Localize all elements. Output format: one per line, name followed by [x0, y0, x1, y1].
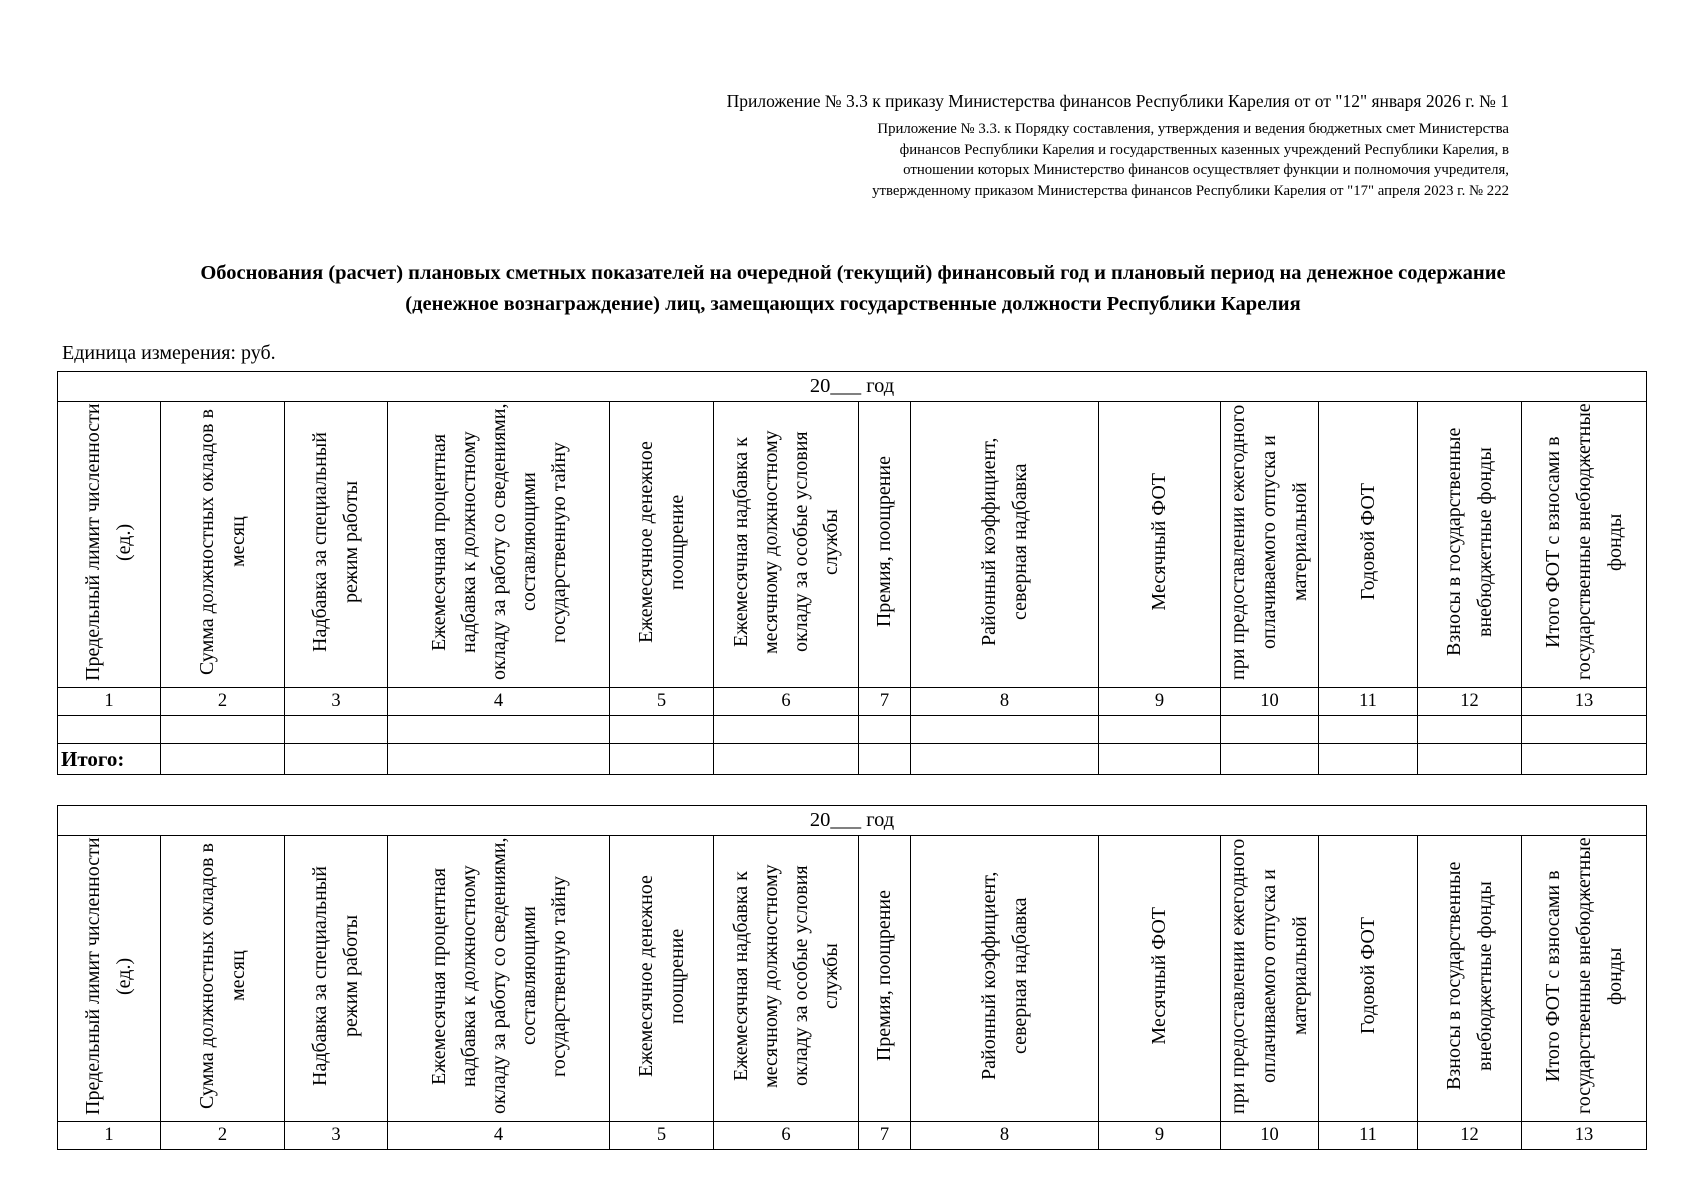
- column-header-row: [58, 402, 1647, 688]
- total-cell[interactable]: [911, 744, 1099, 775]
- column-number: 8: [911, 1122, 1099, 1150]
- column-header: [1099, 836, 1221, 1122]
- appendix-line: Приложение № 3.3 к приказу Министерства финансов Республики Карелия от от "12" января 2026 г. № 1: [726, 91, 1509, 111]
- total-cell[interactable]: [1221, 744, 1319, 775]
- column-header-label: Годовой ФОТ: [1356, 482, 1379, 601]
- data-row: [58, 716, 1647, 744]
- data-cell[interactable]: [1319, 716, 1418, 744]
- column-header-label: Месячный ФОТ: [1148, 472, 1170, 611]
- column-header: [859, 402, 911, 688]
- column-header: [911, 402, 1099, 688]
- column-header-label: Районный коэффициент, северная надбавка: [977, 437, 1031, 646]
- total-cell[interactable]: [714, 744, 859, 775]
- calc-table-1: [57, 371, 1647, 775]
- column-header-label: Надбавка за специальный режим работы: [309, 865, 362, 1086]
- column-header: [1319, 402, 1418, 688]
- total-cell[interactable]: [1319, 744, 1418, 775]
- column-number: 7: [859, 1122, 911, 1150]
- column-header: [58, 836, 161, 1122]
- document-title: [60, 258, 1646, 320]
- column-number: 4: [388, 688, 610, 716]
- column-number: 9: [1099, 688, 1221, 716]
- column-header-label: Ежемесячная процентная надбавка к должностному окладу за работу со сведениями, составляющими государственную тайну: [427, 403, 570, 680]
- column-header: [285, 402, 388, 688]
- title-line: (денежное вознаграждение) лиц, замещающих государственные должности Республики Карелия: [405, 293, 1301, 315]
- column-header: [388, 402, 610, 688]
- column-number: 12: [1418, 1122, 1522, 1150]
- column-number: 8: [911, 688, 1099, 716]
- year-cell: 20___ год: [58, 372, 1647, 402]
- procedure-line: утвержденному приказом Министерства финансов Республики Карелия от "17" апреля 2023 г. № 222: [872, 182, 1509, 199]
- column-header: [58, 402, 161, 688]
- data-cell[interactable]: [161, 716, 285, 744]
- year-row: [58, 806, 1647, 836]
- column-header-label: Взносы в государственные внебюджетные фонды: [1442, 427, 1496, 656]
- column-header-label: Итого ФОТ с взносами в государственные внебюджетные фонды: [1541, 837, 1626, 1114]
- data-cell[interactable]: [1221, 716, 1319, 744]
- column-number: 11: [1319, 688, 1418, 716]
- column-header-label: Надбавка за специальный режим работы: [309, 431, 362, 652]
- data-cell[interactable]: [911, 716, 1099, 744]
- column-number: 13: [1522, 688, 1647, 716]
- data-cell[interactable]: [714, 716, 859, 744]
- column-header-label: Итого ФОТ с взносами в государственные внебюджетные фонды: [1541, 403, 1626, 680]
- column-header-label: Премия, поощрение: [873, 455, 895, 628]
- column-number: 10: [1221, 688, 1319, 716]
- column-header-label: Ежемесячное денежное поощрение: [634, 874, 688, 1077]
- column-header-label: Взносы в государственные внебюджетные фонды: [1442, 861, 1496, 1090]
- column-header-label: Предельный лимит численности (ед.): [82, 402, 135, 681]
- column-number: 3: [285, 1122, 388, 1150]
- total-cell[interactable]: [388, 744, 610, 775]
- column-header: [911, 836, 1099, 1122]
- procedure-line: отношении которых Министерство финансов осуществляет функции и полномочия учредителя,: [903, 162, 1509, 178]
- column-number: 12: [1418, 688, 1522, 716]
- data-cell[interactable]: [1522, 716, 1647, 744]
- column-header-label: Годовой ФОТ: [1356, 916, 1379, 1035]
- unit-label: Единица измерения: руб.: [62, 342, 276, 364]
- column-number: 6: [714, 1122, 859, 1150]
- column-header: [714, 402, 859, 688]
- column-header-label: Сумма должностных окладов в месяц: [195, 842, 249, 1109]
- data-cell[interactable]: [1418, 716, 1522, 744]
- column-header: [161, 836, 285, 1122]
- column-number: 7: [859, 688, 911, 716]
- column-header-row: [58, 836, 1647, 1122]
- calc-table-2: [57, 805, 1647, 1150]
- total-cell[interactable]: [1522, 744, 1647, 775]
- column-header: [388, 836, 610, 1122]
- column-number-row: [58, 688, 1647, 716]
- data-cell[interactable]: [285, 716, 388, 744]
- column-header: [1522, 836, 1647, 1122]
- procedure-line: Приложение № 3.3. к Порядку составления, утверждения и ведения бюджетных смет Министерства: [877, 121, 1509, 137]
- column-number: 2: [161, 1122, 285, 1150]
- column-header: [1221, 402, 1319, 688]
- column-header: [859, 836, 911, 1122]
- column-header: [610, 836, 714, 1122]
- column-number: 4: [388, 1122, 610, 1150]
- year-cell: 20___ год: [58, 806, 1647, 836]
- column-number: 10: [1221, 1122, 1319, 1150]
- total-cell[interactable]: [859, 744, 911, 775]
- total-cell[interactable]: [610, 744, 714, 775]
- column-header-label: Предельный лимит численности (ед.): [82, 836, 135, 1115]
- column-number: 11: [1319, 1122, 1418, 1150]
- total-label: Итого:: [58, 744, 161, 775]
- procedure-line: финансов Республики Карелия и государственных казенных учреждений Республики Карелия, в: [899, 141, 1509, 158]
- column-header-label: Ежемесячная надбавка к месячному должностному окладу за особые условия службы: [730, 863, 842, 1088]
- column-header-label: Районный коэффициент, северная надбавка: [977, 871, 1031, 1080]
- procedure-reference: [689, 119, 1509, 201]
- total-cell[interactable]: [1099, 744, 1221, 775]
- column-number: 9: [1099, 1122, 1221, 1150]
- data-cell[interactable]: [58, 716, 161, 744]
- column-number: 2: [161, 688, 285, 716]
- total-cell[interactable]: [285, 744, 388, 775]
- column-header-label: при предоставлении ежегодного оплачиваемого отпуска и материальной: [1227, 403, 1311, 680]
- column-header: [1099, 402, 1221, 688]
- column-header-label: Сумма должностных окладов в месяц: [195, 408, 249, 675]
- data-cell[interactable]: [388, 716, 610, 744]
- column-header: [714, 836, 859, 1122]
- column-number: 1: [58, 1122, 161, 1150]
- column-number: 5: [610, 1122, 714, 1150]
- column-header: [285, 836, 388, 1122]
- column-header-label: Ежемесячное денежное поощрение: [634, 440, 688, 643]
- column-header: [1418, 402, 1522, 688]
- column-header-label: Ежемесячная надбавка к месячному должностному окладу за особые условия службы: [730, 429, 842, 654]
- column-header-label: Месячный ФОТ: [1148, 906, 1170, 1045]
- column-header-label: Ежемесячная процентная надбавка к должностному окладу за работу со сведениями, составляющими государственную тайну: [427, 837, 570, 1114]
- column-header: [1319, 836, 1418, 1122]
- data-cell[interactable]: [859, 716, 911, 744]
- column-number-row: [58, 1122, 1647, 1150]
- title-line: Обоснования (расчет) плановых сметных показателей на очередной (текущий) финансовый год и плановый период на денежное содержание: [200, 262, 1506, 284]
- column-number: 1: [58, 688, 161, 716]
- data-cell[interactable]: [610, 716, 714, 744]
- column-number: 6: [714, 688, 859, 716]
- column-number: 13: [1522, 1122, 1647, 1150]
- total-cell[interactable]: [1418, 744, 1522, 775]
- column-number: 3: [285, 688, 388, 716]
- data-cell[interactable]: [1099, 716, 1221, 744]
- total-cell[interactable]: [161, 744, 285, 775]
- column-header: [1418, 836, 1522, 1122]
- column-header-label: при предоставлении ежегодного оплачиваемого отпуска и материальной: [1227, 837, 1311, 1114]
- column-number: 5: [610, 688, 714, 716]
- column-header-label: Премия, поощрение: [873, 889, 895, 1062]
- column-header: [161, 402, 285, 688]
- total-row: [58, 744, 1647, 775]
- column-header: [1522, 402, 1647, 688]
- year-row: [58, 372, 1647, 402]
- column-header: [1221, 836, 1319, 1122]
- column-header: [610, 402, 714, 688]
